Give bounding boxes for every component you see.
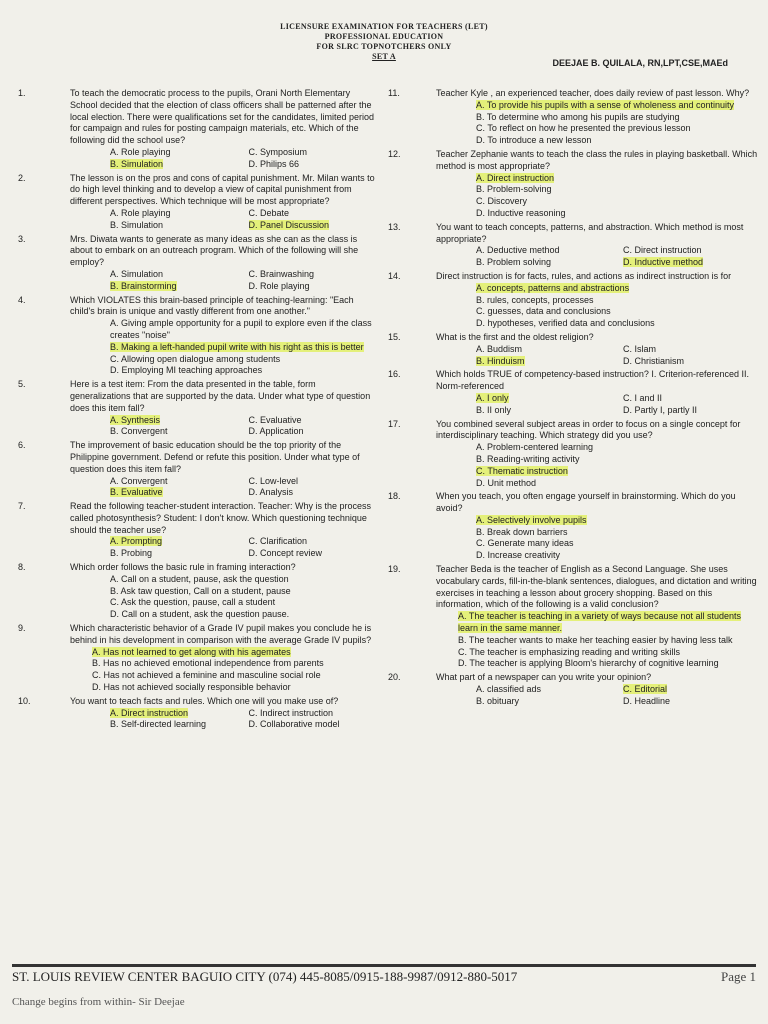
answer-option: B. Convergent xyxy=(110,426,168,437)
answer-option: A. classified ads xyxy=(476,684,542,695)
question-number: 17. xyxy=(388,418,401,429)
answer-option: D. Employing MI teaching approaches xyxy=(110,365,263,376)
question-number: 16. xyxy=(388,369,401,380)
answer-option: B. Making a left-handed pupil write with his right as this is better xyxy=(110,341,364,352)
question-item xyxy=(388,149,760,220)
answer-option: C. Symposium xyxy=(248,146,308,157)
answer-option: B. Reading-writing activity xyxy=(476,453,580,464)
question-item xyxy=(12,173,377,232)
answer-option: A. I only xyxy=(476,392,509,403)
answer-options xyxy=(70,415,377,439)
answer-option: C. Editorial xyxy=(623,684,668,695)
answer-option: B. Simulation xyxy=(110,219,164,230)
question-item xyxy=(388,672,760,707)
answer-option: B. Brainstorming xyxy=(110,280,177,291)
question-stem: Direct instruction is for facts, rules, and actions as indirect instruction is for xyxy=(436,270,732,281)
header-subject: PROFESSIONAL EDUCATION xyxy=(324,32,444,41)
answer-option: D. Call on a student, ask the question pause. xyxy=(110,609,290,620)
answer-option: D. Unit method xyxy=(476,477,537,488)
question-number: 6. xyxy=(18,440,26,451)
answer-options xyxy=(70,147,377,171)
answer-option: C. Thematic instruction xyxy=(476,465,568,476)
question-number: 4. xyxy=(18,294,26,305)
question-item xyxy=(388,564,760,670)
question-number: 5. xyxy=(18,379,26,390)
answer-option: D. Inductive reasoning xyxy=(476,207,566,218)
answer-option: B. Problem solving xyxy=(476,257,552,268)
answer-option: A. Deductive method xyxy=(476,245,560,256)
answer-options xyxy=(436,611,760,670)
question-stem: To teach the democratic process to the pupils, Orani North Elementary School decided that the election of class officers shall be patterned after the local election. There were qualifications set for the candidates, limited period for campaign and rules for posting campaign materials, etc. Which of the following did the school use? xyxy=(70,88,375,146)
answer-option: C. Has not achieved a feminine and masculine social role xyxy=(92,670,321,681)
question-number: 18. xyxy=(388,491,401,502)
answer-option: C. I and II xyxy=(623,392,663,403)
question-number: 20. xyxy=(388,672,401,683)
question-item xyxy=(12,562,377,621)
answer-option: D. Inductive method xyxy=(623,257,704,268)
answer-option: B. Hinduism xyxy=(476,355,525,366)
question-stem: You combined several subject areas in order to focus on a single concept for interdisciplinary teaching. Which strategy did you use? xyxy=(436,418,741,441)
answer-options xyxy=(70,269,377,293)
answer-option: D. Partly I, partly II xyxy=(623,404,698,415)
question-item xyxy=(12,295,377,378)
answer-options xyxy=(70,574,377,621)
answer-option: B. Problem-solving xyxy=(476,184,552,195)
answer-options xyxy=(70,208,377,232)
answer-option: D. Role playing xyxy=(248,280,310,291)
answer-option: A. Convergent xyxy=(110,475,168,486)
answer-option: C. Debate xyxy=(248,207,290,218)
answer-option: D. Concept review xyxy=(248,548,323,559)
question-stem: Teacher Beda is the teacher of English as a Second Language. She uses vocabulary cards, fill-in-the-blank sentences, dialogues, and dictation and writing exercises in teaching a lesson about grocery shopping. Based on this information, which of the following is a valid conclusion? xyxy=(436,564,757,610)
question-number: 15. xyxy=(388,331,401,342)
question-number: 1. xyxy=(18,88,26,98)
answer-option: B. Probing xyxy=(110,548,153,559)
question-item xyxy=(388,369,760,416)
question-number: 13. xyxy=(388,221,401,232)
question-item xyxy=(12,623,377,694)
answer-option: A. Role playing xyxy=(110,207,171,218)
question-stem: Which holds TRUE of competency-based instruction? I. Criterion-referenced II. Norm-referenced xyxy=(436,369,749,392)
answer-option: A. Giving ample opportunity for a pupil to explore even if the class creates "noise" xyxy=(110,318,372,340)
answer-option: B. The teacher wants to make her teaching easier by having less talk xyxy=(458,634,733,645)
answer-option: C. Generate many ideas xyxy=(476,538,574,549)
footer-motto: Change begins from within- Sir Deejae xyxy=(12,996,185,1008)
question-item xyxy=(388,88,760,147)
answer-option: B. obituary xyxy=(476,695,520,706)
answer-option: D. To introduce a new lesson xyxy=(476,135,592,146)
answer-options xyxy=(70,318,377,377)
question-item xyxy=(12,696,377,731)
question-item xyxy=(388,332,760,367)
question-item xyxy=(12,234,377,293)
answer-option: C. Direct instruction xyxy=(623,245,702,256)
answer-option: D. The teacher is applying Bloom's hierarchy of cognitive learning xyxy=(458,658,719,669)
answer-option: C. Clarification xyxy=(248,536,308,547)
question-stem: Mrs. Diwata wants to generate as many ideas as she can as the class is about to embark on an outreach program. Which of the following will she employ? xyxy=(70,233,359,268)
answer-option: B. Evaluative xyxy=(110,487,163,498)
answer-option: C. Indirect instruction xyxy=(248,707,334,718)
footer xyxy=(12,964,756,985)
answer-option: D. Has not achieved socially responsible behavior xyxy=(92,682,291,693)
answer-option: A. Has not learned to get along with his agemates xyxy=(92,646,291,657)
answer-option: D. Christianism xyxy=(623,355,685,366)
question-item xyxy=(388,271,760,330)
question-stem: Teacher Kyle , an experienced teacher, does daily review of past lesson. Why? xyxy=(436,88,750,98)
question-number: 10. xyxy=(18,695,31,706)
page-number: Page 1 xyxy=(720,969,756,984)
answer-option: A. Direct instruction xyxy=(476,172,555,183)
header-title: LICENSURE EXAMINATION FOR TEACHERS (LET) xyxy=(280,22,488,31)
answer-option: B. Has no achieved emotional independence from parents xyxy=(92,658,324,669)
answer-options xyxy=(436,393,760,417)
question-stem: The lesson is on the pros and cons of capital punishment. Mr. Milan wants to do high level thinking and to develop a view of capital punishment from different perspectives. Which technique will be most appropriate? xyxy=(70,172,375,207)
answer-option: B. To determine who among his pupils are studying xyxy=(476,111,680,122)
question-stem: Here is a test item: From the data presented in the table, form generalizations that are supported by the data. Under what type of question does this item fall? xyxy=(70,379,371,413)
answer-option: C. Allowing open dialogue among students xyxy=(110,353,281,364)
question-number: 11. xyxy=(388,88,400,98)
question-stem: Which characteristic behavior of a Grade IV pupil makes you conclude he is behind in his development in comparison with the average Grade IV pupils? xyxy=(70,623,372,645)
answer-option: B. Simulation xyxy=(110,158,164,169)
answer-options xyxy=(70,536,377,560)
answer-option: B. Self-directed learning xyxy=(110,719,207,730)
question-stem: The improvement of basic education should be the top priority of the Philippine government. Defend or refute this position. Under what type of question does this item fall? xyxy=(70,440,360,474)
answer-option: D. Collaborative model xyxy=(248,719,340,730)
answer-option: B. rules, concepts, processes xyxy=(476,294,594,305)
left-column xyxy=(12,88,377,733)
answer-option: D. Philips 66 xyxy=(248,158,300,169)
answer-option: D. Headline xyxy=(623,695,671,706)
answer-option: C. Discovery xyxy=(476,196,528,207)
answer-option: A. To provide his pupils with a sense of wholeness and continuity xyxy=(476,99,734,110)
question-item xyxy=(388,222,760,269)
answer-option: C. Low-level xyxy=(248,475,299,486)
answer-options xyxy=(436,684,760,708)
answer-option: D. Panel Discussion xyxy=(248,219,330,230)
answer-option: A. Problem-centered learning xyxy=(476,442,594,453)
question-item xyxy=(12,379,377,438)
answer-option: A. Call on a student, pause, ask the question xyxy=(110,573,289,584)
answer-option: C. Brainwashing xyxy=(248,268,315,279)
answer-options xyxy=(70,476,377,500)
answer-option: B. Break down barriers xyxy=(476,526,568,537)
header-set: SET A xyxy=(372,52,396,61)
author-credit: DEEJAE B. QUILALA, RN,LPT,CSE,MAEd xyxy=(552,58,728,68)
question-number: 8. xyxy=(18,562,26,573)
answer-option: D. hypotheses, verified data and conclusions xyxy=(476,318,655,329)
answer-option: D. Analysis xyxy=(248,487,294,498)
question-stem: You want to teach concepts, patterns, and abstraction. Which method is most appropriate? xyxy=(436,221,744,244)
answer-option: C. The teacher is emphasizing reading and writing skills xyxy=(458,646,680,657)
answer-options xyxy=(70,647,377,694)
question-stem: Read the following teacher-student interaction. Teacher: Why is the process called photosynthesis? Student: I don't know. Which questioning technique should the teacher use? xyxy=(70,501,371,535)
answer-options xyxy=(436,283,760,330)
header-audience: FOR SLRC TOPNOTCHERS ONLY xyxy=(316,42,452,51)
answer-option: C. Ask the question, pause, call a student xyxy=(110,597,276,608)
answer-option: A. Role playing xyxy=(110,146,171,157)
answer-option: A. Prompting xyxy=(110,536,163,547)
answer-option: A. Direct instruction xyxy=(110,707,189,718)
answer-option: A. Synthesis xyxy=(110,414,161,425)
question-item xyxy=(388,419,760,490)
question-stem: What part of a newspaper can you write your opinion? xyxy=(436,672,652,683)
question-number: 9. xyxy=(18,623,26,634)
answer-options xyxy=(436,344,760,368)
question-number: 2. xyxy=(18,172,26,183)
answer-options xyxy=(436,173,760,220)
answer-option: A. concepts, patterns and abstractions xyxy=(476,282,630,293)
question-number: 7. xyxy=(18,501,26,512)
question-item xyxy=(12,501,377,560)
answer-option: C. Evaluative xyxy=(248,414,302,425)
question-stem: Which order follows the basic rule in framing interaction? xyxy=(70,562,296,573)
footer-contact: ST. LOUIS REVIEW CENTER BAGUIO CITY (074) 445-8085/0915-188-9987/0912-880-5017 xyxy=(12,969,518,984)
question-item xyxy=(12,440,377,499)
question-number: 3. xyxy=(18,233,26,244)
question-number: 14. xyxy=(388,270,401,281)
question-stem: What is the first and the oldest religion? xyxy=(436,331,594,342)
answer-options xyxy=(436,515,760,562)
question-item xyxy=(388,491,760,562)
question-number: 19. xyxy=(388,564,401,575)
question-item xyxy=(12,88,377,171)
question-stem: When you teach, you often engage yourself in brainstorming. Which do you avoid? xyxy=(436,491,736,514)
answer-option: D. Application xyxy=(248,426,304,437)
question-number: 12. xyxy=(388,148,401,159)
answer-option: C. guesses, data and conclusions xyxy=(476,306,611,317)
answer-options xyxy=(436,245,760,269)
question-stem: Which VIOLATES this brain-based principle of teaching-learning: "Each child's brain is unique and vastly different from one another." xyxy=(70,294,354,317)
right-column xyxy=(388,88,760,710)
answer-option: A. Simulation xyxy=(110,268,164,279)
answer-option: D. Increase creativity xyxy=(476,550,561,561)
answer-option: A. Buddism xyxy=(476,343,523,354)
answer-option: B. II only xyxy=(476,404,512,415)
answer-option: A. The teacher is teaching in a variety of ways because not all students learn in the same manner. xyxy=(458,611,741,634)
answer-options xyxy=(436,100,760,147)
answer-option: C. To reflect on how he presented the previous lesson xyxy=(476,123,691,134)
answer-option: C. Islam xyxy=(623,343,657,354)
question-stem: You want to teach facts and rules. Which one will you make use of? xyxy=(70,695,339,706)
answer-options xyxy=(70,708,377,732)
question-stem: Teacher Zephanie wants to teach the class the rules in playing basketball. Which method is most appropriate? xyxy=(436,148,758,171)
answer-options xyxy=(436,442,760,489)
answer-option: B. Ask taw question, Call on a student, pause xyxy=(110,585,291,596)
answer-option: A. Selectively involve pupils xyxy=(476,514,587,525)
